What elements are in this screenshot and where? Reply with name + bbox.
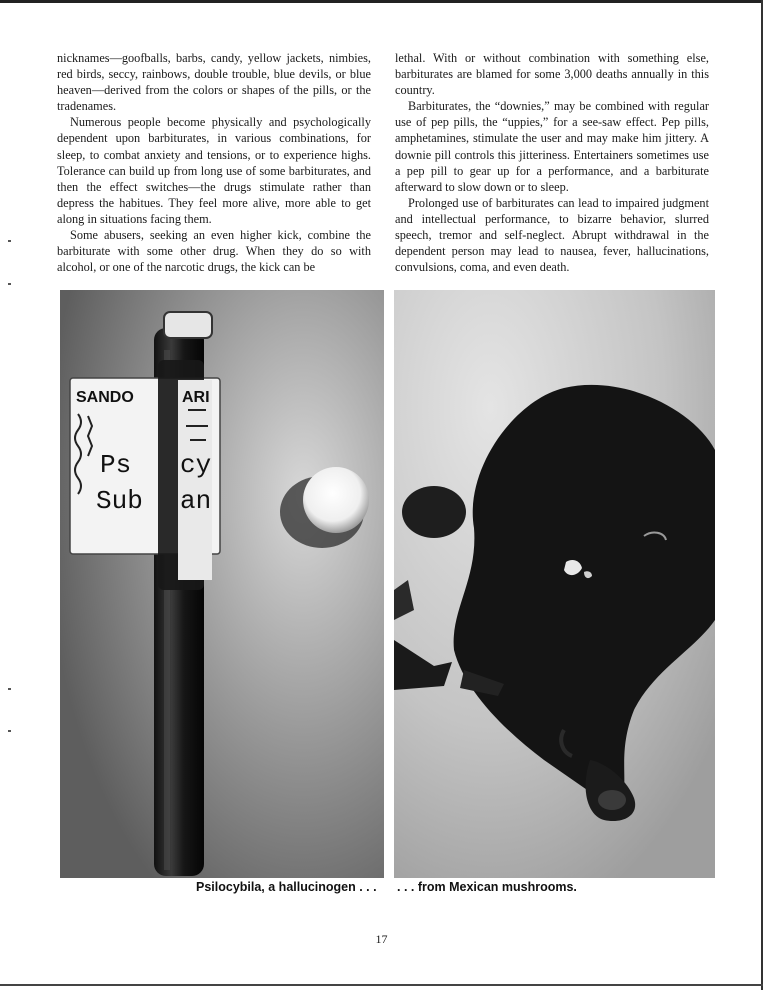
right-text-column <box>395 50 709 275</box>
page-number: 17 <box>375 932 388 946</box>
paragraph: Barbiturates, the “downies,” may be combined with regular use of pep pills, the “uppies,” for a see-saw effect. Pep pills, amphetamines, stimulate the user and may make him jittery. A downie pill controls this jitteriness. Entertainers sometimes use a pep pill to gear up for a performance, and a barbiturate afterward to slow down or to sleep. <box>395 99 709 194</box>
label-text: cy <box>180 450 212 480</box>
label-text: SANDO <box>76 389 134 406</box>
right-photo-caption: . . . from Mexican mushrooms. <box>397 880 577 894</box>
label-text: Sub <box>96 486 143 516</box>
page-bottom-edge <box>0 984 763 986</box>
paragraph: Prolonged use of barbiturates can lead to impaired judgment and intellectual performance, to bizarre behavior, slurred speech, tremor and self-neglect. Abrupt withdrawal in the dependent person may lead to nausea, fever, hallucinations, convulsions, coma, and even death. <box>395 195 709 275</box>
left-photo-caption: Psilocybila, a hallucinogen . . . <box>196 880 377 894</box>
mushrooms-photo <box>394 290 715 878</box>
left-text-column <box>57 50 371 275</box>
label-text: ARI <box>182 389 210 406</box>
page-top-edge <box>0 0 763 3</box>
label-text: an <box>180 486 212 516</box>
paragraph: Numerous people become physically and psychologically dependent upon barbiturates, in various combinations, for sleep, to combat anxiety and tensions, or to experience highs. Tolerance can build up from long use of some barbiturates, and then the effect switches—the drugs stimulate rather than depress the habitues. They feel more alive, more able to get along in situations facing them. <box>57 115 371 226</box>
margin-speck <box>8 730 11 732</box>
label-text: Ps <box>100 450 132 480</box>
margin-speck <box>8 240 11 242</box>
psilocybin-vial-photo <box>60 290 384 878</box>
paragraph: lethal. With or without combination with something else, barbiturates are blamed for some 3,000 deaths annually in this country. <box>395 51 709 98</box>
paragraph: Some abusers, seeking an even higher kick, combine the barbiturate with some other drug. When they do so with alcohol, or one of the narcotic drugs, the kick can be <box>57 228 371 275</box>
pill-shape <box>303 467 369 533</box>
margin-speck <box>8 688 11 690</box>
margin-speck <box>8 283 11 285</box>
paragraph: nicknames—goofballs, barbs, candy, yellow jackets, nimbies, red birds, seccy, rainbows, double trouble, blue devils, or blue heaven—derived from the colors or shapes of the pills, or the tradenames. <box>57 51 371 114</box>
